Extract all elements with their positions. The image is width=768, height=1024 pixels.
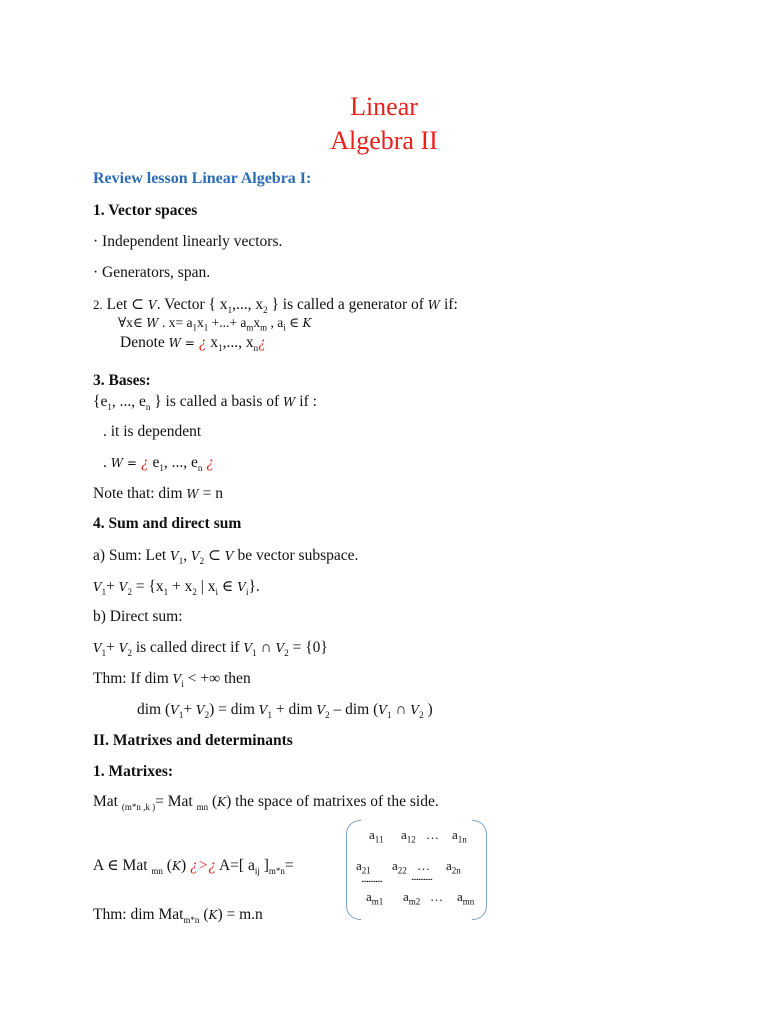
tm-K: K xyxy=(208,908,218,922)
def-d: ∈ xyxy=(218,578,234,595)
direct-heading: b) Direct sum: xyxy=(93,608,183,625)
a-mn: m*n xyxy=(268,866,285,877)
dim-formula: dim $(V_1+ V_2)$ = dim $V_1$ + dim $V_2$ – dim ($V_1$ ∩ $V_2$ ) xyxy=(137,701,433,721)
df-close: ) xyxy=(423,701,433,718)
section-matrixes-determinants: II. Matrixes and determinants xyxy=(93,732,293,749)
a-inv: ¿>¿ xyxy=(189,857,216,874)
gen-V: V xyxy=(148,298,157,312)
section-bases: 3. Bases: xyxy=(93,372,151,389)
basis-b: , ..., e xyxy=(111,393,146,410)
def-v1: V xyxy=(93,580,102,594)
basis-d: if : xyxy=(299,393,317,410)
df-v1c: V xyxy=(378,703,387,717)
m-r2-c4: $a_{2n}$ xyxy=(446,858,461,876)
title-line-2: Algebra II xyxy=(330,126,438,155)
sum-V: V xyxy=(224,549,234,563)
span-inv1: ¿ xyxy=(140,454,149,471)
comma-a: , a xyxy=(267,315,284,330)
tm-sub: m*n xyxy=(183,915,200,926)
note: Note that: dim xyxy=(93,485,183,502)
m-r3-c4: $a_{mn}$ xyxy=(457,889,475,907)
mat-a: Mat xyxy=(93,793,118,810)
x1: x xyxy=(196,315,204,330)
thm-a: Thm: If dim xyxy=(93,670,169,687)
df-d: – dim ( xyxy=(329,701,379,718)
m-r3-c3: … xyxy=(430,889,443,904)
thm-lt: < +∞ then xyxy=(183,670,251,687)
def-e: }. xyxy=(248,578,260,595)
denote-W: W = xyxy=(168,336,195,350)
sum-tail: be vector subspace. xyxy=(233,547,359,564)
mat-c: ( xyxy=(208,793,218,810)
title-line-1: Linear xyxy=(350,92,418,121)
dot: . xyxy=(103,454,107,471)
m-r1-c3: … xyxy=(426,827,439,842)
sum-v1: V xyxy=(170,549,179,563)
direct-def: $V_1+ V_2$ is called direct if $V_1$ ∩ $V_2 = \{0\}$ xyxy=(93,639,328,659)
forall: ∀x∈ xyxy=(118,315,143,330)
x-list2: ,..., x xyxy=(222,334,254,351)
span-inv2: ¿ xyxy=(206,454,214,471)
df-v2b: V xyxy=(316,703,326,717)
note2: = n xyxy=(202,485,224,502)
section-matrixes: 1. Matrixes: xyxy=(93,763,174,780)
m-r3-c1: $a_{m1}$ xyxy=(366,889,384,907)
denote: Denote xyxy=(120,334,165,351)
dd-text: is called direct if xyxy=(135,639,240,656)
df-b: ) = dim xyxy=(209,701,255,718)
df-cap: ∩ xyxy=(395,701,407,718)
note-dim xyxy=(93,485,223,503)
gen-called: } is called a generator of xyxy=(267,296,424,313)
m-r2-c2: $a_{22}$ xyxy=(392,858,407,876)
def-a: = {x xyxy=(131,578,164,595)
df-c: + dim xyxy=(271,701,313,718)
sum-a: a) Sum: Let xyxy=(93,547,167,564)
span-close: ¿ xyxy=(258,334,266,351)
m-r2-c1: $a_{21}$ xyxy=(356,858,371,876)
dd-v1b: V xyxy=(243,641,253,655)
A-in-mat: A ∈ Mat $_{mn}$ (K) ¿>¿ A=[ $a_{ij}$ ]$_{m*n}=$ xyxy=(93,857,294,877)
tm-tail: ) = m.n xyxy=(217,906,263,923)
def-v2: V xyxy=(118,580,128,594)
df-v2: V xyxy=(195,703,205,717)
thm-line: Thm: If dim $V_i$ < +∞ then xyxy=(93,670,251,690)
basis-c: } is called a basis of xyxy=(150,393,280,410)
x-eq: . x= a xyxy=(158,315,193,330)
in-K: ∈ xyxy=(285,315,300,330)
basis-def: {$e_1$, ..., $e_n$ } is called a basis of W if : xyxy=(93,393,317,413)
bullet-generators: · Generators, span. xyxy=(93,264,211,281)
sum-line: a) Sum: Let $V_1$, $V_2$ ⊂ V be vector subspace. xyxy=(93,547,359,567)
a-in: A ∈ Mat xyxy=(93,857,148,874)
denote-line: Denote W = ¿ $x_1$,..., $x_n¿$ xyxy=(120,334,266,354)
df-v2c: V xyxy=(410,703,420,717)
xm: x xyxy=(253,315,261,330)
section-sum: 4. Sum and direct sum xyxy=(93,515,242,532)
m-dots-2: ............ xyxy=(411,871,432,883)
K-symbol: K xyxy=(302,316,312,330)
gen-W: W xyxy=(427,298,441,312)
gen-let: Let ⊂ xyxy=(106,296,145,313)
a-ij: ij xyxy=(254,866,260,877)
df-v1b: V xyxy=(258,703,268,717)
basis-a: {e xyxy=(93,393,108,410)
dd-v2b: V xyxy=(275,641,285,655)
gen-vec: . Vector { x xyxy=(156,296,228,313)
subset: ⊂ xyxy=(208,547,222,564)
mat-d: ) the space of matrixes of the side. xyxy=(226,793,439,810)
mat-sub: (m*n ,k ) xyxy=(121,802,156,813)
gen-if: if: xyxy=(444,296,458,313)
dd-v1: V xyxy=(93,641,102,655)
mat-sub2: mn xyxy=(196,802,209,813)
thm-vi: V xyxy=(172,672,182,686)
df-a: dim ( xyxy=(137,701,171,718)
forall-W: W xyxy=(146,316,159,330)
m-r1-c1: $a_{11}$ xyxy=(369,827,384,845)
m-dots-1: ............ xyxy=(361,873,382,885)
note-W: W xyxy=(186,487,199,501)
thm-dim-mat: Thm: dim Mat$_{m*n}$ (K) = m.n xyxy=(93,906,263,926)
basis-dependent: . it is dependent xyxy=(103,423,202,440)
def-vi: V xyxy=(237,580,246,594)
sum-v2: V xyxy=(190,549,200,563)
m-r1-c4: $a_{1n}$ xyxy=(452,827,467,845)
generator-line: 2. Let ⊂ V. Vector { $x_1$,..., $x_2$ } is called a generator of W if: xyxy=(93,296,458,316)
basis-W: W xyxy=(283,395,296,409)
df-v1: V xyxy=(170,703,179,717)
sum-def: $V_1+ V_2 = \{x_1 + x_2$ | $x_i$ ∈ $V_i$}. xyxy=(93,578,260,598)
span-W: W = xyxy=(110,456,137,470)
span-e2: , ..., e xyxy=(163,454,198,471)
a-end: = xyxy=(284,857,294,874)
plus-dots: +...+ a xyxy=(208,315,247,330)
bullet-independent: · Independent linearly vectors. xyxy=(93,233,283,250)
m-r3-c2: $a_{m2}$ xyxy=(403,889,421,907)
mat-b: = Mat xyxy=(155,793,193,810)
def-b: + x xyxy=(168,578,193,595)
dd-cap: ∩ xyxy=(260,639,272,656)
gen-mid: ,..., x xyxy=(232,296,264,313)
gen-num: 2. xyxy=(93,297,103,312)
dd-v2: V xyxy=(118,641,128,655)
mat-def xyxy=(93,793,439,812)
span-e: e xyxy=(148,454,160,471)
x-list: x xyxy=(206,334,219,351)
tm-a: Thm: dim Mat xyxy=(93,906,184,923)
span-open: ¿ xyxy=(198,334,207,351)
basis-span: . W = ¿ $e_1$, ..., $e_n$ ¿ xyxy=(103,454,214,474)
mat-K: K xyxy=(217,795,227,809)
m-r2-c3: … xyxy=(417,858,430,873)
forall-line: ∀x∈ W . $x= a_1x_1$ +...+ $a_mx_m$ , $a_i$ ∈ K xyxy=(118,315,312,333)
review-heading: Review lesson Linear Algebra I: xyxy=(93,170,312,187)
def-c: | x xyxy=(196,578,216,595)
dd-zero: = {0} xyxy=(288,639,328,656)
a-K: K xyxy=(171,859,181,873)
a-sub: mn xyxy=(151,866,163,877)
m-r1-c2: $a_{12}$ xyxy=(401,827,416,845)
a-eq: A=[ a xyxy=(215,857,255,874)
section-vector-spaces: 1. Vector spaces xyxy=(93,202,198,219)
